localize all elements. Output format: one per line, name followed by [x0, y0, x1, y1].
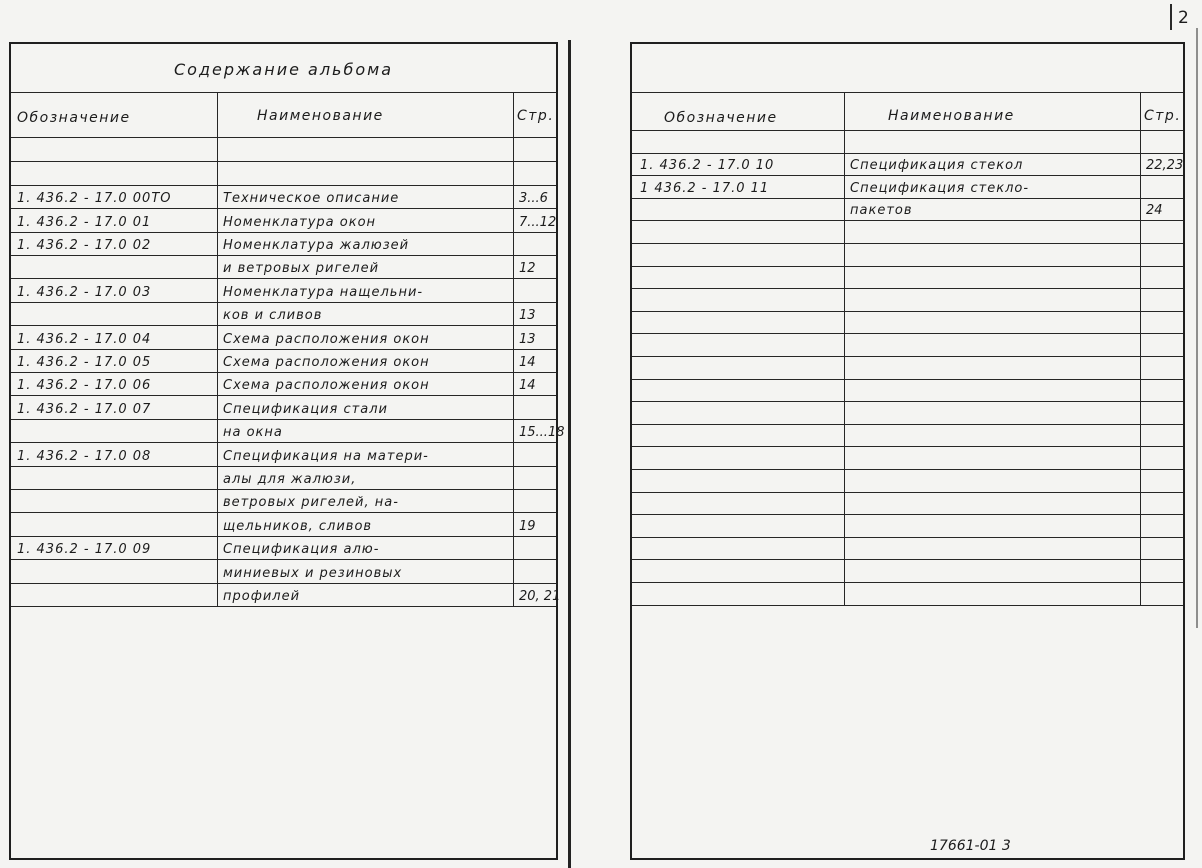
table-row — [632, 379, 1183, 402]
row-name: Схема расположения окон — [223, 354, 430, 370]
table-title: Содержание альбома — [173, 60, 394, 79]
row-designation: 1. 436.2 - 17.0 04 — [17, 331, 152, 347]
table-row — [11, 349, 556, 372]
row-name: миниевых и резиновых — [223, 565, 403, 581]
table-row — [632, 243, 1183, 266]
table-row — [11, 583, 561, 606]
row-name: ветровых ригелей, на- — [223, 495, 399, 511]
row-name: Номенклатура нащельни- — [223, 284, 424, 300]
table-row — [11, 278, 556, 301]
row-name: Спецификация стекло- — [850, 180, 1030, 196]
table-row — [11, 185, 556, 208]
table-row — [632, 401, 1183, 424]
table-row — [11, 489, 556, 512]
row-page: 24 — [1146, 203, 1163, 219]
row-name: щельников, сливов — [223, 518, 373, 534]
row-designation: 1. 436.2 - 17.0 02 — [17, 237, 152, 253]
table-row — [632, 537, 1183, 560]
table-row — [632, 333, 1183, 356]
left-contents-table — [9, 42, 565, 860]
row-name: профилей — [223, 588, 301, 604]
table-row — [11, 536, 556, 559]
row-name: Спецификация на матери- — [223, 448, 429, 464]
row-divider — [11, 606, 556, 607]
table-row — [632, 356, 1183, 379]
header-designation: Обозначение — [17, 110, 131, 126]
table-row — [632, 220, 1183, 243]
header-page: Стр. — [517, 108, 555, 124]
row-designation: 1. 436.2 - 17.0 00ТО — [17, 191, 172, 207]
header-page: Стр. — [1144, 108, 1182, 124]
row-page: 3...6 — [519, 191, 548, 207]
table-row — [632, 469, 1183, 492]
header-designation: Обозначение — [664, 110, 778, 126]
table-row — [11, 512, 556, 535]
row-designation: 1. 436.2 - 17.0 09 — [17, 542, 152, 558]
row-designation: 1 436.2 - 17.0 11 — [640, 180, 770, 196]
table-row — [632, 311, 1183, 334]
row-page: 20, 21 — [519, 588, 561, 604]
row-name: Спецификация стали — [223, 401, 388, 417]
row-name: Номенклатура жалюзей — [223, 237, 410, 253]
row-page: 19 — [519, 518, 536, 534]
row-page: 14 — [519, 354, 536, 370]
row-name: Номенклатура окон — [223, 214, 377, 230]
table-row — [11, 442, 556, 465]
page-number: 2 — [1178, 8, 1189, 28]
table-row — [11, 419, 565, 442]
table-row — [632, 130, 1183, 153]
table-row — [632, 153, 1183, 176]
row-page: 22,23 — [1146, 158, 1184, 174]
row-name: Спецификация алю- — [223, 542, 380, 558]
table-row — [632, 492, 1183, 515]
right-contents-table — [630, 42, 1185, 860]
row-name: алы для жалюзи, — [223, 471, 357, 487]
header-name: Наименование — [888, 108, 1015, 124]
row-name: Спецификация стекол — [850, 158, 1024, 174]
row-divider — [632, 605, 1183, 606]
title-divider — [11, 92, 556, 93]
row-name: Схема расположения окон — [223, 331, 430, 347]
table-row — [632, 446, 1183, 469]
table-row — [11, 232, 556, 255]
row-designation: 1. 436.2 - 17.0 03 — [17, 284, 152, 300]
row-name: пакетов — [850, 203, 913, 219]
row-designation: 1. 436.2 - 17.0 05 — [17, 354, 152, 370]
document-code: 17661-01 3 — [930, 838, 1011, 854]
table-row — [632, 582, 1183, 605]
table-row — [11, 255, 556, 278]
row-name: и ветровых ригелей — [223, 261, 380, 277]
table-row — [632, 424, 1183, 447]
table-row — [11, 208, 556, 231]
header-name: Наименование — [257, 108, 384, 124]
table-row — [632, 559, 1183, 582]
table-row — [11, 372, 556, 395]
page-number-tick — [1170, 4, 1172, 30]
table-row — [632, 288, 1183, 311]
table-row — [11, 325, 556, 348]
row-page: 13 — [519, 331, 536, 347]
row-designation: 1. 436.2 - 17.0 07 — [17, 401, 152, 417]
row-page: 15...18 — [519, 425, 565, 441]
binding-line — [568, 40, 571, 868]
row-page: 14 — [519, 378, 536, 394]
row-name: ков и сливов — [223, 308, 323, 324]
table-row — [632, 175, 1183, 198]
table-row — [632, 266, 1183, 289]
table-row — [11, 395, 556, 418]
row-page: 12 — [519, 261, 536, 277]
table-row — [11, 302, 556, 325]
row-designation: 1. 436.2 - 17.0 08 — [17, 448, 152, 464]
row-designation: 1. 436.2 - 17.0 10 — [640, 158, 775, 174]
scan-edge-line — [1196, 28, 1198, 628]
row-page: 7...12 — [519, 214, 557, 230]
table-row — [11, 559, 556, 582]
row-designation: 1. 436.2 - 17.0 01 — [17, 214, 152, 230]
title-divider — [632, 92, 1183, 93]
table-row — [11, 161, 556, 184]
row-name: Схема расположения окон — [223, 378, 430, 394]
table-row — [11, 466, 556, 489]
row-designation: 1. 436.2 - 17.0 06 — [17, 378, 152, 394]
table-row — [11, 138, 556, 161]
row-name: Техническое описание — [223, 191, 400, 207]
row-name: на окна — [223, 425, 283, 441]
row-page: 13 — [519, 308, 536, 324]
table-row — [632, 514, 1183, 537]
table-row — [632, 198, 1183, 221]
